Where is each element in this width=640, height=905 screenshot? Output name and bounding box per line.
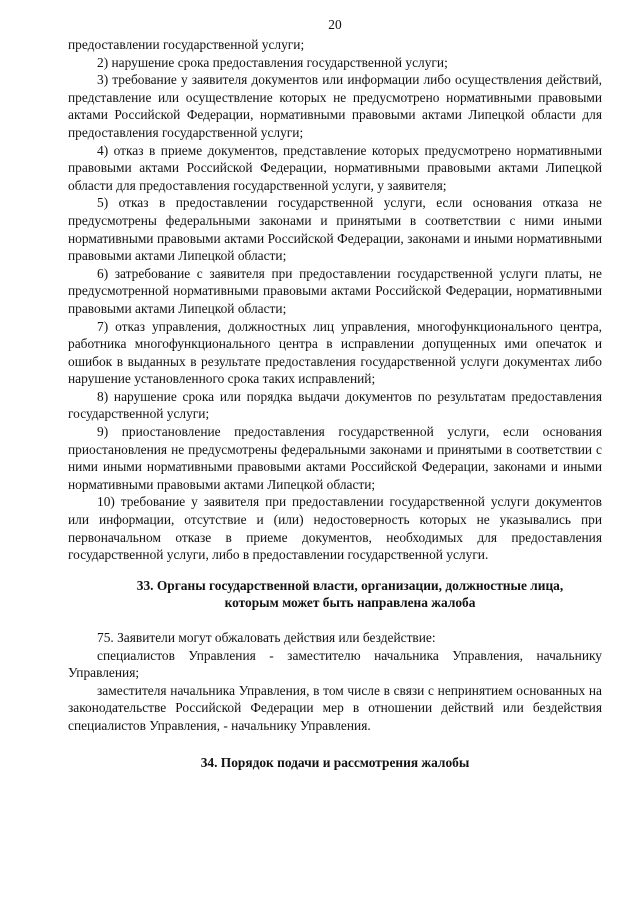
list-item-4: 4) отказ в приеме документов, представление которых предусмотрено нормативными правовыми актами Российской Федерации, нормативными правовыми актами Липецкой области для предоставления государственной услуги, у заявителя; xyxy=(68,142,602,193)
list-item-7: 7) отказ управления, должностных лиц управления, многофункционального центра, работника многофункционального центра в исправлении допущенных ими опечаток и ошибок в выданных в результате предоставления государственной услуги документах либо нарушение установленного срока таких исправлений; xyxy=(68,318,602,387)
paragraph-continuation: предоставлении государственной услуги; xyxy=(68,37,305,52)
list-item-5: 5) отказ в предоставлении государственной услуги, если основания отказа не предусмотрены федеральными законами и принятыми в соответствии с ними иными нормативными правовыми актами Российской Федерации, законами и иными нормативными правовыми актами Липецкой области; xyxy=(68,195,602,264)
section-33-heading xyxy=(68,577,602,612)
paragraph-75-item-2: заместителя начальника Управления, в том числе в связи с непринятием основанных на законодательстве Российской Федерации мер в отношении действий или бездействия специалистов Управления, - начальнику Управления. xyxy=(68,682,602,733)
list-item-10: 10) требование у заявителя при предоставлении государственной услуги документов или информации, отсутствие и (или) недостоверность которых не указывались при первоначальном отказе в приеме документов, необходимых для предоставления государственной услуги, либо в предоставлении государственной услуги. xyxy=(68,494,602,563)
list-item-9: 9) приостановление предоставления государственной услуги, если основания приостановления не предусмотрены федеральными законами и принятыми в соответствии с ними иными нормативными правовыми актами Российской Федерации, законами и иными нормативными правовыми актами Липецкой области; xyxy=(68,424,602,492)
section-33-line2: которым может быть направлена жалоба xyxy=(224,595,476,611)
section-33-line1: 33. Органы государственной власти, организации, должностные лица, xyxy=(136,577,564,593)
list-item-2: 2) нарушение срока предоставления государственной услуги; xyxy=(97,54,448,70)
section-34-heading: 34. Порядок подачи и рассмотрения жалобы xyxy=(200,754,470,770)
paragraph-75-item-1: специалистов Управления - заместителю начальника Управления, начальнику Управления; xyxy=(68,647,602,681)
paragraph-75: 75. Заявители могут обжаловать действия или бездействие: xyxy=(97,630,436,645)
page-number: 20 xyxy=(328,17,342,32)
list-item-3: 3) требование у заявителя документов или информации либо осуществления действий, представление или осуществление которых не предусмотрено нормативными правовыми актами Российской Федерации, нормативными правовыми актами Липецкой области для предоставления государственной услуги; xyxy=(68,72,602,140)
list-item-8: 8) нарушение срока или порядка выдачи документов по результатам предоставления государственной услуги; xyxy=(68,388,602,422)
document-page xyxy=(68,16,602,771)
list-item-6: 6) затребование с заявителя при предоставлении государственной услуги платы, не предусмотренной нормативными правовыми актами Российской Федерации, нормативными правовыми актами Липецкой области; xyxy=(68,265,602,316)
